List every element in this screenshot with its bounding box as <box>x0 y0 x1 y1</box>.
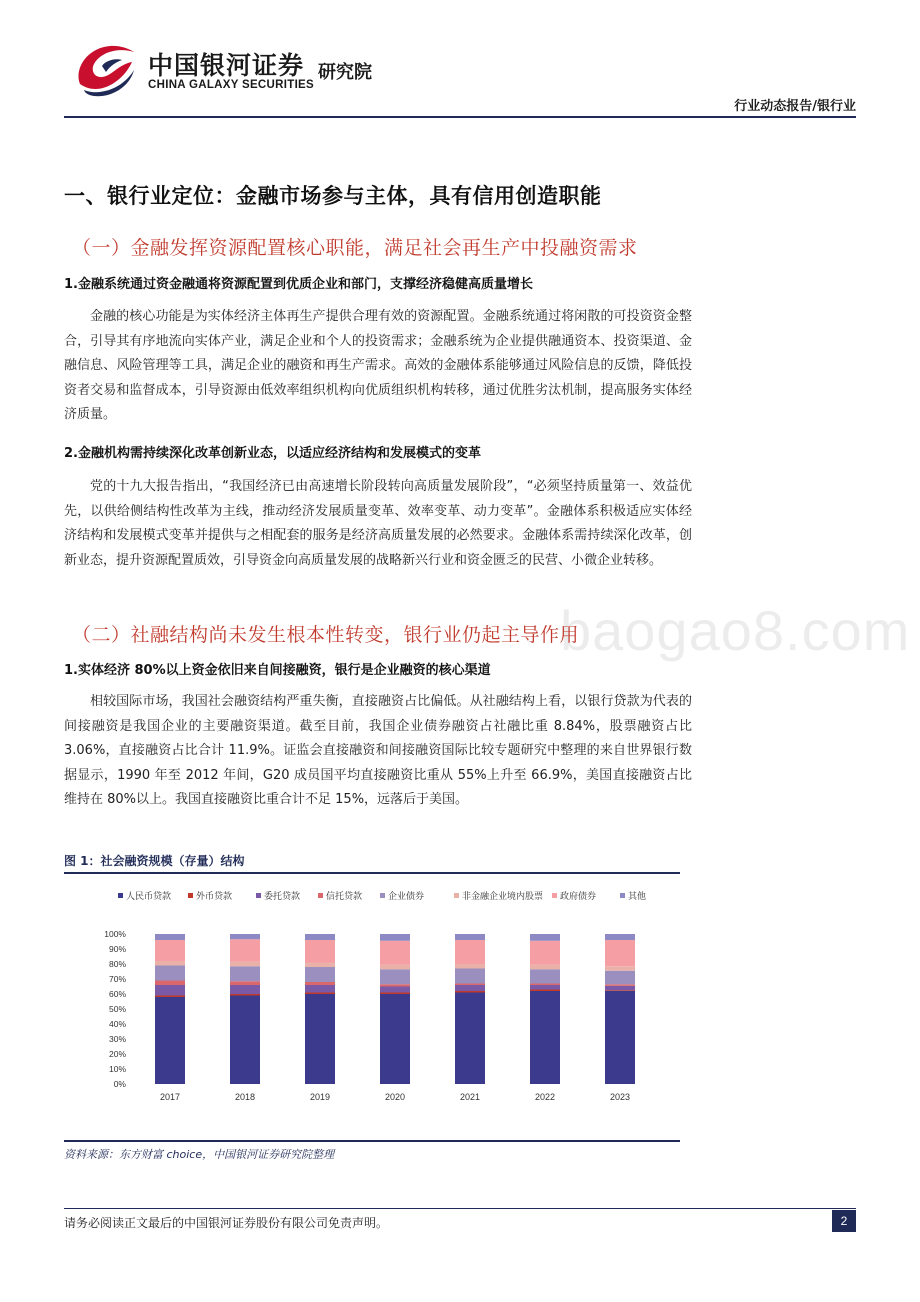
x-tick-label: 2020 <box>384 1092 406 1102</box>
logo-english-name: CHINA GALAXY SECURITIES <box>148 79 315 91</box>
x-tick-label: 2017 <box>159 1092 181 1102</box>
x-tick-label: 2021 <box>459 1092 481 1102</box>
y-tick-label: 10% <box>108 1064 126 1074</box>
paragraph-1-2: 党的十九大报告指出，“我国经济已由高速增长阶段转向高质量发展阶段”，“必须坚持质量第一、效益优先，以供给侧结构性改革为主线，推动经济发展质量变革、效率变革、动力变革”。金融体系积极适应实体经济结构和发展模式变革并提供与之相配套的服务是经济高质量发展的必然要求。金融体系需持续深化改革，创新业态，提升资源配置质效，引导资金向高质量发展的战略新兴行业和资金匮乏的民营、小微企业转移。 <box>64 479 692 568</box>
y-tick-label: 0% <box>113 1079 126 1089</box>
legend-swatch <box>188 893 193 898</box>
legend-label: 信托贷款 <box>326 892 363 902</box>
legend-label: 企业债券 <box>388 892 425 902</box>
bar-segment <box>455 969 485 984</box>
bar-segment <box>305 967 335 982</box>
legend-label: 非金融企业境内股票 <box>462 892 544 902</box>
bar-segment <box>455 991 485 993</box>
legend-label: 外币贷款 <box>196 892 233 902</box>
legend-swatch <box>118 893 123 898</box>
y-tick-label: 40% <box>108 1019 126 1029</box>
bar-segment <box>305 963 335 968</box>
paragraph-heading-2-1: 1.实体经济 80%以上资金依旧来自间接融资，银行是企业融资的核心渠道 <box>64 663 491 678</box>
bar-segment <box>605 934 635 940</box>
bar-segment <box>230 994 260 996</box>
bar-segment <box>380 984 410 986</box>
report-type: 行业动态报告/银行业 <box>734 99 856 114</box>
paragraph-2-1: 相较国际市场，我国社会融资结构严重失衡，直接融资占比偏低。从社融结构上看，以银行贷款为代表的间接融资是我国企业的主要融资渠道。截至目前，我国企业债券融资占社融比重 8.84%，股票融资占比 3.06%，直接融资占比合计 11.9%。证监会直接融资和间接融资国际比较专题研究中整理的来自世界银行数据显示，1990 年至 2012 年间，G20 成员国平均直接融资比重从 55%上升至 66.9%，美国直接融资占比维持在 80%以上。我国直接融资比重合计不足 15%，远落后于美国。 <box>64 694 692 807</box>
subsection-title-2: （二）社融结构尚未发生根本性转变，银行业仍起主导作用 <box>72 624 580 646</box>
bar-segment <box>605 986 635 991</box>
figure-title: 图 1：社会融资规模（存量）结构 <box>64 854 245 868</box>
bar-segment <box>455 964 485 969</box>
footer-disclaimer: 请务必阅读正文最后的中国银河证券股份有限公司免责声明。 <box>64 1216 389 1230</box>
legend-swatch <box>318 893 323 898</box>
bar-segment <box>305 985 335 993</box>
stacked-bar-chart <box>64 876 680 1138</box>
y-tick-label: 60% <box>108 989 126 999</box>
bar-segment <box>230 985 260 994</box>
bar-segment <box>455 985 485 991</box>
logo-chinese-name: 中国银河证券 <box>148 51 305 80</box>
bar-segment <box>605 984 635 986</box>
section-title: 一、银行业定位：金融市场参与主体，具有信用创造职能 <box>64 184 602 208</box>
page-number: 2 <box>832 1210 856 1232</box>
bar-segment <box>155 997 185 1084</box>
paragraph-heading-1-2: 2.金融机构需持续深化改革创新业态，以适应经济结构和发展模式的变革 <box>64 446 481 461</box>
bar-segment <box>530 934 560 941</box>
bar-segment <box>305 934 335 940</box>
bar-segment <box>155 966 185 981</box>
x-tick-label: 2022 <box>534 1092 556 1102</box>
bar-segment <box>455 940 485 964</box>
figure-source: 资料来源：东方财富 choice，中国银河证券研究院整理 <box>64 1148 335 1161</box>
bar-segment <box>230 939 260 962</box>
bar-segment <box>155 985 185 996</box>
legend-swatch <box>454 893 459 898</box>
bar-segment <box>305 993 335 995</box>
legend-swatch <box>552 893 557 898</box>
bar-segment <box>155 996 185 998</box>
bar-segment <box>380 987 410 993</box>
subsection-title-1: （一）金融发挥资源配置核心职能，满足社会再生产中投融资需求 <box>72 237 638 259</box>
legend-label: 委托贷款 <box>264 892 301 902</box>
bar-segment <box>530 941 560 965</box>
bar-segment <box>380 993 410 995</box>
bar-segment <box>530 990 560 992</box>
bar-segment <box>155 934 185 940</box>
bar-segment <box>455 984 485 986</box>
bar-segment <box>605 971 635 985</box>
bar-segment <box>155 961 185 966</box>
bar-segment <box>530 985 560 990</box>
bar-segment <box>530 969 560 983</box>
header-divider <box>64 116 856 118</box>
bar-segment <box>380 969 410 984</box>
bar-segment <box>530 984 560 986</box>
bar-segment <box>305 982 335 985</box>
legend-label: 人民币贷款 <box>126 892 172 902</box>
bar-segment <box>380 994 410 1084</box>
bar-segment <box>230 981 260 985</box>
bar-segment <box>155 981 185 986</box>
bar-segment <box>530 991 560 1084</box>
bar-segment <box>230 996 260 1085</box>
bar-segment <box>230 962 260 967</box>
bar-segment <box>455 993 485 1085</box>
bar-segment <box>305 994 335 1084</box>
x-tick-label: 2019 <box>309 1092 331 1102</box>
paragraph-1-1: 金融的核心功能是为实体经济主体再生产提供合理有效的资源配置。金融系统通过将闲散的可投资资金整合，引导其有序地流向实体产业，满足企业和个人的投资需求；金融系统为企业提供融通资本、投资渠道、金融信息、风险管理等工具，满足企业的融资和再生产需求。高效的金融体系能够通过风险信息的反馈，降低投资者交易和监督成本，引导资源由低效率组织机构向优质组织机构转移，通过优胜劣汰机制，提高服务实体经济质量。 <box>64 309 692 422</box>
legend-swatch <box>380 893 385 898</box>
figure-top-rule <box>64 872 680 874</box>
legend-label: 政府债券 <box>560 892 597 902</box>
x-tick-label: 2018 <box>234 1092 256 1102</box>
y-tick-label: 20% <box>108 1049 126 1059</box>
legend-swatch <box>256 893 261 898</box>
y-tick-label: 100% <box>104 929 126 939</box>
footer-divider <box>64 1208 856 1209</box>
x-tick-label: 2023 <box>609 1092 631 1102</box>
y-tick-label: 30% <box>108 1034 126 1044</box>
bar-segment <box>530 965 560 970</box>
y-tick-label: 50% <box>108 1004 126 1014</box>
bar-segment <box>605 991 635 1084</box>
watermark: baogao8.com <box>560 599 911 662</box>
bar-segment <box>605 966 635 971</box>
bar-segment <box>230 934 260 939</box>
paragraph-heading-1-1: 1.金融系统通过资金融通将资源配置到优质企业和部门，支撑经济稳健高质量增长 <box>64 277 533 292</box>
bar-segment <box>380 934 410 941</box>
bar-segment <box>155 940 185 961</box>
galaxy-logo-icon <box>72 40 138 98</box>
page-header <box>0 0 920 120</box>
y-tick-label: 90% <box>108 944 126 954</box>
figure-bottom-rule <box>64 1140 680 1142</box>
bar-segment <box>305 940 335 963</box>
legend-swatch <box>620 893 625 898</box>
bar-segment <box>455 934 485 940</box>
bar-segment <box>380 965 410 970</box>
bar-segment <box>605 990 635 991</box>
bar-segment <box>380 941 410 965</box>
institute-label: 研究院 <box>318 62 372 83</box>
y-tick-label: 80% <box>108 959 126 969</box>
bar-segment <box>230 966 260 981</box>
y-tick-label: 70% <box>108 974 126 984</box>
legend-label: 其他 <box>628 892 647 902</box>
bar-segment <box>605 940 635 966</box>
